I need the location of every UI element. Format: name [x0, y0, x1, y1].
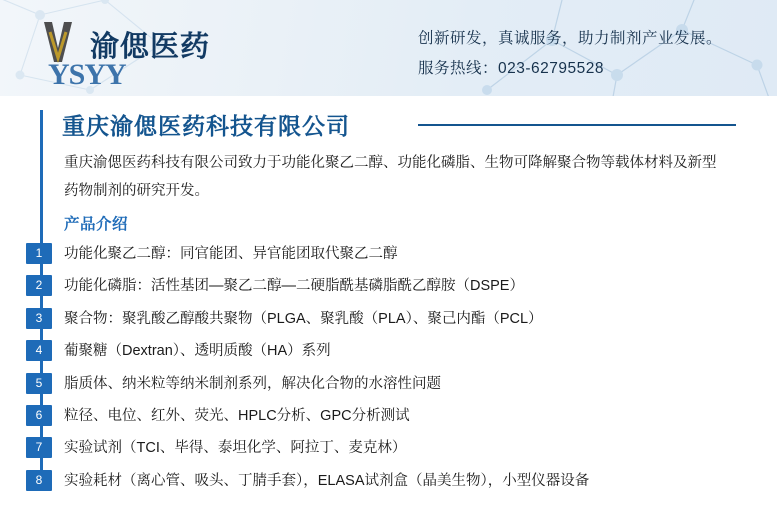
list-item-label: 实验试剂（TCI、毕得、泰坦化学、阿拉丁、麦克林） [64, 440, 407, 457]
product-list [26, 238, 766, 497]
list-item-label: 实验耗材（离心管、吸头、丁腈手套），ELASA试剂盒（晶美生物），小型仪器设备 [64, 472, 590, 489]
list-item-badge: 4 [26, 340, 52, 361]
header-text-block [418, 26, 722, 82]
company-slogan: 创新研发，真诚服务，助力制剂产业发展。 [418, 30, 723, 47]
logo-cn-name: 渝偲医药 [90, 31, 211, 63]
list-item [26, 432, 766, 464]
list-item [26, 270, 766, 302]
service-hotline: 服务热线：023-62795528 [418, 60, 604, 77]
title-divider [418, 124, 736, 126]
list-item-badge: 1 [26, 243, 52, 264]
company-logo [38, 16, 268, 91]
list-item-label: 葡聚糖（Dextran）、透明质酸（HA）系列 [64, 343, 331, 360]
list-item [26, 400, 766, 432]
page-header [0, 0, 777, 96]
list-item-label: 功能化磷脂：活性基团—聚乙二醇—二硬脂酰基磷脂酰乙醇胺（DSPE） [64, 278, 524, 295]
list-item-badge: 6 [26, 405, 52, 426]
list-item [26, 368, 766, 400]
page-body [0, 96, 777, 507]
section-title-products: 产品介绍 [64, 216, 129, 233]
list-item-badge: 3 [26, 308, 52, 329]
list-item [26, 335, 766, 367]
list-item-badge: 8 [26, 470, 52, 491]
list-item-badge: 5 [26, 373, 52, 394]
list-item-label: 功能化聚乙二醇：同官能团、异官能团取代聚乙二醇 [64, 246, 398, 262]
list-item-label: 脂质体、纳米粒等纳米制剂系列，解决化合物的水溶性问题 [64, 375, 441, 392]
list-item [26, 238, 766, 270]
list-item-label: 粒径、电位、红外、荧光、HPLC分析、GPC分析测试 [64, 407, 410, 424]
list-item [26, 465, 766, 497]
list-item [26, 303, 766, 335]
logo-en-name: YSYY [48, 58, 126, 91]
page-title: 重庆渝偲医药科技有限公司 [62, 113, 350, 139]
list-item-label: 聚合物：聚乳酸乙醇酸共聚物（PLGA、聚乳酸（PLA）、聚己内酯（PCL） [64, 310, 543, 327]
company-intro: 重庆渝偲医药科技有限公司致力于功能化聚乙二醇、功能化磷脂、生物可降解聚合物等载体材料及新型药物制剂的研究开发。 [64, 155, 717, 199]
list-item-badge: 7 [26, 437, 52, 458]
list-item-badge: 2 [26, 275, 52, 296]
